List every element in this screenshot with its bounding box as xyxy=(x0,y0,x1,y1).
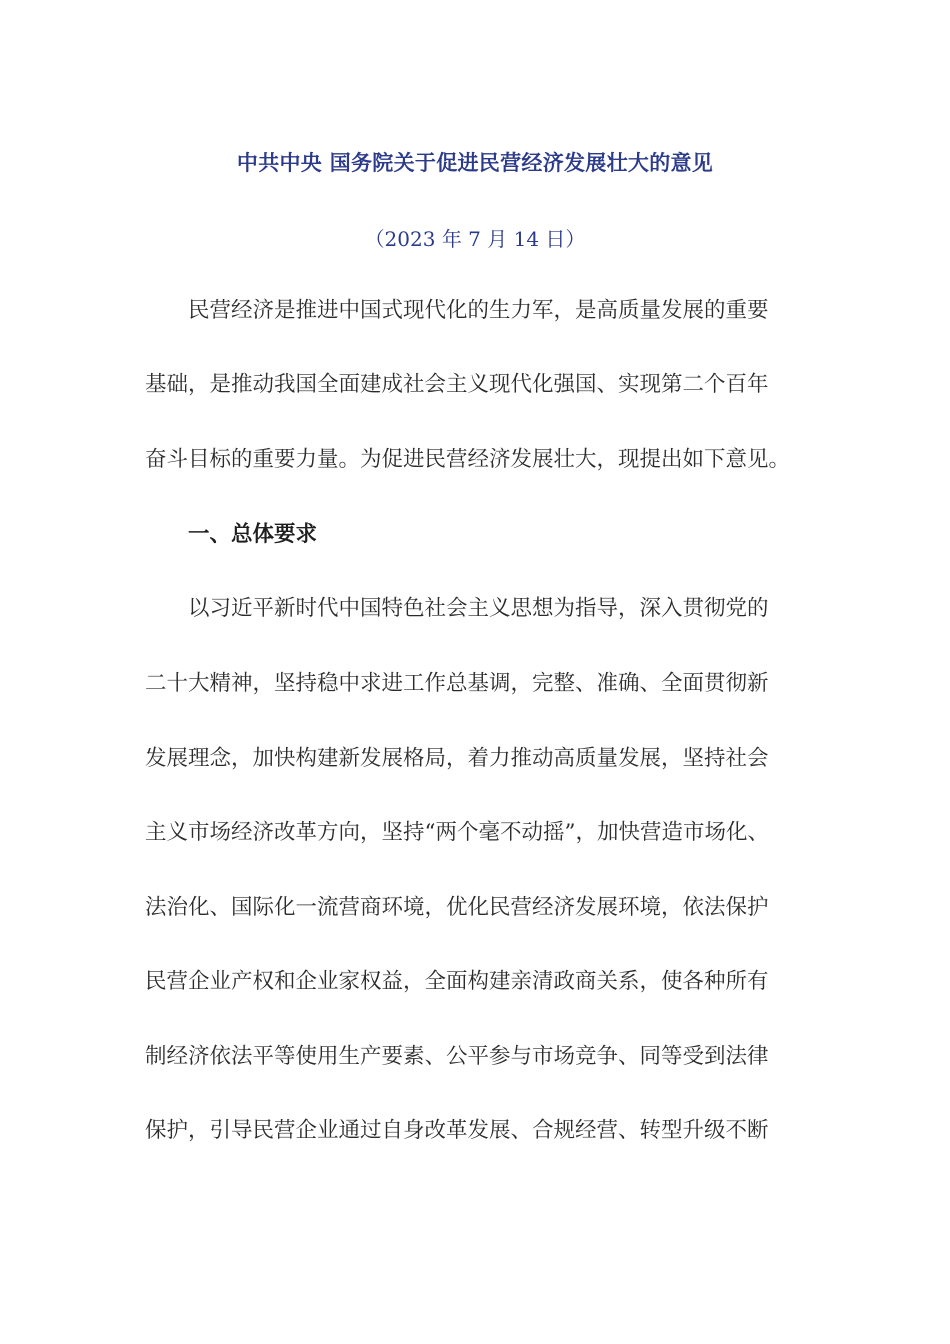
section-line: 发展理念，加快构建新发展格局，着力推动高质量发展，坚持社会 xyxy=(145,746,769,771)
section-line: 民营企业产权和企业家权益，全面构建亲清政商关系，使各种所有 xyxy=(145,969,769,994)
section-line: 保护，引导民营企业通过自身改革发展、合规经营、转型升级不断 xyxy=(145,1118,769,1143)
document-date: （2023 年 7 月 14 日） xyxy=(364,227,586,251)
intro-line: 民营经济是推进中国式现代化的生力军，是高质量发展的重要 xyxy=(188,298,769,323)
section-line: 法治化、国际化一流营商环境，优化民营经济发展环境，依法保护 xyxy=(145,895,769,920)
intro-line: 基础，是推动我国全面建成社会主义现代化强国、实现第二个百年 xyxy=(145,372,769,397)
section-line: 以习近平新时代中国特色社会主义思想为指导，深入贯彻党的 xyxy=(188,596,769,621)
section-line: 制经济依法平等使用生产要素、公平参与市场竞争、同等受到法律 xyxy=(145,1044,769,1069)
intro-line: 奋斗目标的重要力量。为促进民营经济发展壮大，现提出如下意见。 xyxy=(145,447,791,472)
document-title: 中共中央 国务院关于促进民营经济发展壮大的意见 xyxy=(236,150,714,175)
section-line: 二十大精神，坚持稳中求进工作总基调，完整、准确、全面贯彻新 xyxy=(145,671,769,696)
section-line: 主义市场经济改革方向，坚持“两个毫不动摇”，加快营造市场化、 xyxy=(145,820,769,845)
section-heading: 一、总体要求 xyxy=(188,522,318,547)
